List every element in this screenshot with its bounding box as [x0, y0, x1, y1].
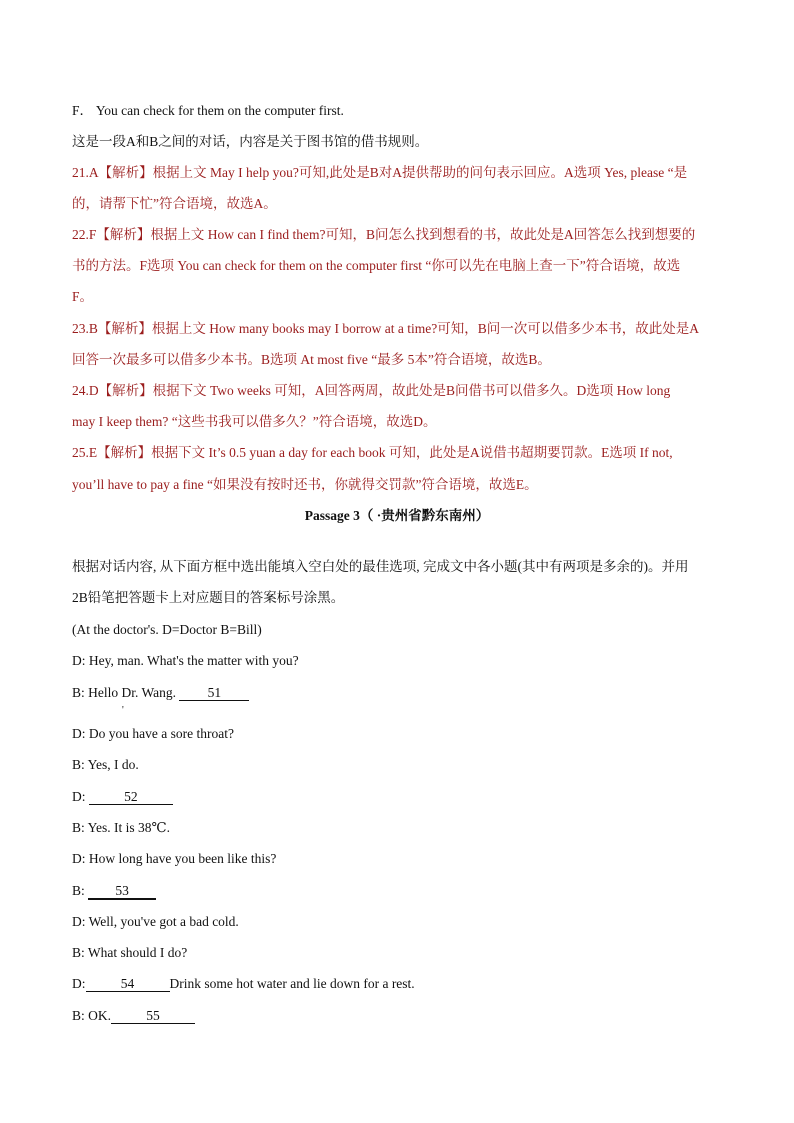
dialogue-line: D: Well, you've got a bad cold.: [72, 914, 239, 929]
stray-mark: ': [122, 705, 124, 716]
passage-title: Passage 3（ ·贵州省黔东南州）: [304, 508, 490, 523]
dialogue-line: B: OK. 55: [72, 1007, 195, 1025]
dialogue-line: B: 53: [72, 882, 156, 900]
answer-blank-54[interactable]: 54: [86, 976, 170, 992]
passage-summary: 这是一段A和B之间的对话，内容是关于图书馆的借书规则。: [72, 134, 429, 149]
analysis-25-line-1: 25.E【解析】根据下文 It’s 0.5 yuan a day for each book 可知，此处是A说借书超期要罚款。E选项 If not,: [72, 445, 673, 460]
analysis-23-line-2: 回答一次最多可以借多少本书。B选项 At most five “最多 5本”符合语境，故选B。: [72, 352, 551, 367]
dialogue-setting: (At the doctor's. D=Doctor B=Bill): [72, 622, 262, 637]
dialogue-line: D: How long have you been like this?: [72, 851, 277, 866]
analysis-21-line-2: 的，请帮下忙”符合语境，故选A。: [72, 196, 277, 211]
dialogue-line: B: Yes. It is 38℃.: [72, 820, 171, 835]
analysis-24-line-1: 24.D【解析】根据下文 Two weeks 可知，A回答两周，故此处是B问借书可以借多久。D选项 How long: [72, 383, 671, 398]
dialogue-line: D: Hey, man. What's the matter with you?: [72, 653, 299, 668]
analysis-22-line-2: 书的方法。F选项 You can check for them on the computer first “你可以先在电脑上查一下”符合语境，故选: [72, 258, 681, 273]
dialogue-line: D: 52: [72, 788, 173, 806]
analysis-25-line-2: you’ll have to pay a fine “如果没有按时还书，你就得交罚款”符合语境，故选E。: [72, 477, 538, 492]
answer-blank-55[interactable]: 55: [111, 1008, 195, 1024]
analysis-22-line-3: F。: [72, 289, 94, 304]
answer-blank-53[interactable]: 53: [88, 883, 156, 900]
dialogue-line: B: Hello Dr. Wang. 51: [72, 684, 249, 702]
analysis-22-line-1: 22.F【解析】根据上文 How can I find them?可知，B问怎么找到想看的书，故此处是A回答怎么找到想要的: [72, 227, 696, 242]
dialogue-line: B: Yes, I do.: [72, 757, 139, 772]
answer-blank-52[interactable]: 52: [89, 789, 173, 805]
analysis-23-line-1: 23.B【解析】根据上文 How many books may I borrow at a time?可知，B问一次可以借多少本书，故此处是A: [72, 321, 699, 336]
option-f: F． You can check for them on the computer first.: [72, 103, 344, 118]
analysis-21-line-1: 21.A【解析】根据上文 May I help you?可知,此处是B对A提供帮助的问句表示回应。A选项 Yes, please “是: [72, 165, 688, 180]
dialogue-line: B: What should I do?: [72, 945, 188, 960]
dialogue-line: D: Do you have a sore throat?: [72, 726, 234, 741]
answer-blank-51[interactable]: 51: [179, 685, 249, 701]
analysis-24-line-2: may I keep them? “这些书我可以借多久？”符合语境，故选D。: [72, 414, 437, 429]
dialogue-line: D: 54 Drink some hot water and lie down for a rest.: [72, 976, 415, 991]
instruction-line-2: 2B铅笔把答题卡上对应题目的答案标号涂黑。: [72, 590, 345, 605]
instruction-line-1: 根据对话内容, 从下面方框中选出能填入空白处的最佳选项, 完成文中各小题(其中有两项是多余的)。并用: [72, 559, 689, 574]
